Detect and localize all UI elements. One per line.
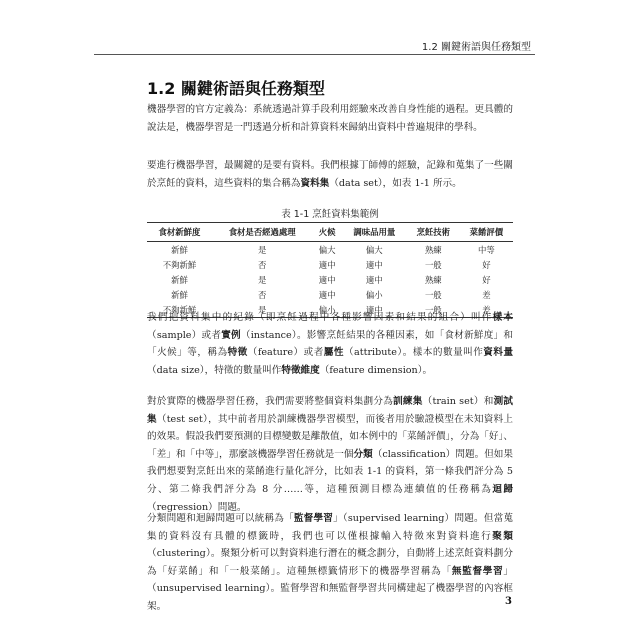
table-cell: 熟練: [424, 244, 442, 255]
text-segment: （train set）和: [422, 396, 494, 407]
text-segment: （instance）。影響烹飪結果的各種因素，如「食材新鮮度」和「火候」等，稱為: [147, 329, 513, 359]
table-cell: 熟練: [424, 274, 442, 285]
table-cell: 新鮮: [171, 289, 188, 300]
text-segment: （test set），其中前者用於訓練機器學習模型，而後者用於驗證模型在未知資料上的效果。假設我們要預測的目標變數是離散值，如本例中的「菜餚評價」，分為「好」、「差」和「中等」，那麼該機器學習任務就是一個: [147, 413, 513, 460]
table-cell: 否: [258, 289, 267, 300]
table-cell: 一般: [424, 259, 442, 270]
table-caption: 表 1-1 烹飪資料集範例: [281, 209, 379, 220]
table-cell: 不夠新鮮: [147, 302, 212, 318]
keyword-test-set: 測試集: [147, 396, 514, 425]
table-cell: 一般: [407, 302, 460, 318]
text-segment: 對於實際的機器學習任務，我們需要將整個資料集劃分為: [147, 396, 394, 407]
section-title: 1.2 關鍵術語與任務類型: [147, 79, 325, 98]
table-cell: 差: [460, 302, 513, 318]
keyword-train-set: 訓練集: [393, 396, 423, 407]
running-header-title: 1.2 關鍵術語與任務類型: [421, 42, 531, 53]
table-cell: 好: [482, 259, 491, 270]
text-segment: 要進行機器學習，最關鍵的是要有資料。我們根據丁師傅的經驗，記錄和蒐集了一些關於烹飪的資料，這些資料的集合稱為: [147, 160, 513, 189]
paragraph-dataset-intro: [147, 157, 513, 192]
keyword-classification: 分類: [353, 448, 373, 460]
column-header: 火候: [312, 223, 341, 242]
text-segment: （sample）或者: [147, 329, 222, 341]
table-cell: 是: [212, 302, 313, 318]
page-number: 3: [505, 596, 512, 607]
keyword-sample: 樣本: [492, 312, 514, 323]
keyword-unsupervised-learning: 無監督學習: [451, 565, 504, 577]
table-cell: 偏大: [318, 244, 336, 255]
paragraph-train-test: [147, 393, 513, 516]
table-cell: 偏小: [365, 289, 383, 300]
column-header: 食材是否經過處理: [212, 223, 313, 242]
table-cell: 好: [482, 274, 491, 285]
table-cell: 差: [482, 289, 491, 300]
table-cell: 中等: [478, 244, 495, 255]
text-segment: （regression）問題。: [147, 501, 247, 513]
keyword-feature: 特徵: [227, 347, 248, 359]
table-cell: 新鮮: [171, 274, 188, 285]
table-cell: 適中: [318, 289, 336, 300]
keyword-attribute: 屬性: [323, 347, 344, 359]
table-cell: 偏大: [365, 244, 383, 255]
text-segment: 分類問題和迴歸問題可以統稱為「: [147, 513, 294, 524]
table-row: [147, 242, 513, 258]
table-header-row: [147, 223, 513, 242]
text-segment: （clustering）。聚類分析可以對資料進行潛在的概念劃分，自動將上述烹飪資料劃分為「好菜餚」和「一般菜餚」。這種無標籤情形下的機器學習稱為「: [147, 548, 513, 577]
table-row: [147, 272, 513, 287]
column-header: 調味品用量: [342, 223, 407, 242]
text-segment: （classification）問題。但如果我們想要對烹飪出來的菜餚進行量化評分，比如表 1-1 的資料，第一條我們評分為 5 分、第二條我們評分為 8 分……等，這種預測目標為連續值的任務稱為: [147, 448, 514, 495]
paragraph-definition-text: 機器學習的官方定義為：系統透過計算手段利用經驗來改善自身性能的過程。更具體的說法是，機器學習是一門透過分析和計算資料來歸納出資料中普遍規律的學科。: [147, 104, 513, 133]
paragraph-supervised-unsupervised: [147, 510, 513, 616]
table-cell: 適中: [318, 259, 336, 270]
text-segment: 」（unsupervised learning）。監督學習和無監督學習共同構建起了機器學習的內容框架。: [147, 565, 514, 612]
table-cell: 新鮮: [171, 244, 188, 255]
running-header: [94, 34, 535, 55]
table-cell: 否: [258, 259, 267, 270]
column-header: 烹飪技術: [407, 223, 460, 242]
paragraph-sample-features: [147, 309, 513, 379]
table-cell: 是: [258, 274, 267, 285]
keyword-instance: 實例: [221, 329, 241, 341]
text-segment: 我們把資料集中的紀錄（即烹飪過程中各種影響因素和結果的組合）叫作: [147, 312, 493, 323]
table-cell: 適中: [342, 302, 407, 318]
column-header: 食材新鮮度: [147, 223, 212, 242]
table-cell: 不夠新鮮: [162, 259, 197, 270]
table-row: [147, 257, 513, 272]
table-cell: 一般: [424, 289, 442, 300]
table-cell: 適中: [318, 274, 336, 285]
text-segment: （attribute）。樣本的數量叫作: [343, 347, 484, 359]
keyword-regression: 迴歸: [492, 483, 514, 495]
keyword-dataset: 資料集: [300, 177, 330, 189]
table-row: [147, 287, 513, 302]
keyword-supervised-learning: 監督學習: [293, 513, 334, 524]
keyword-data-size: 資料量: [483, 347, 514, 359]
table-cell: 適中: [365, 259, 383, 270]
table-cell: 是: [258, 244, 267, 255]
paragraph-definition: [147, 101, 513, 136]
table-cell: 偏小: [312, 302, 341, 318]
keyword-feature-dimension: 特徵維度: [281, 364, 320, 376]
text-segment: 」（supervised learning）問題。但當蒐集的資料沒有具體的標籤時，我們也可以僅根據輸入特徵來對資料進行: [147, 513, 514, 542]
keyword-clustering: 聚類: [492, 530, 514, 542]
text-segment: （feature dimension）。: [319, 364, 433, 376]
column-header: 菜餚評價: [460, 223, 513, 242]
text-segment: （data set），如表 1-1 所示。: [329, 177, 462, 189]
table-cell: 適中: [365, 274, 383, 285]
text-segment: （feature）或者: [247, 347, 324, 359]
text-segment: （data size），特徵的數量叫作: [147, 364, 282, 376]
cooking-dataset-table: [147, 222, 513, 318]
